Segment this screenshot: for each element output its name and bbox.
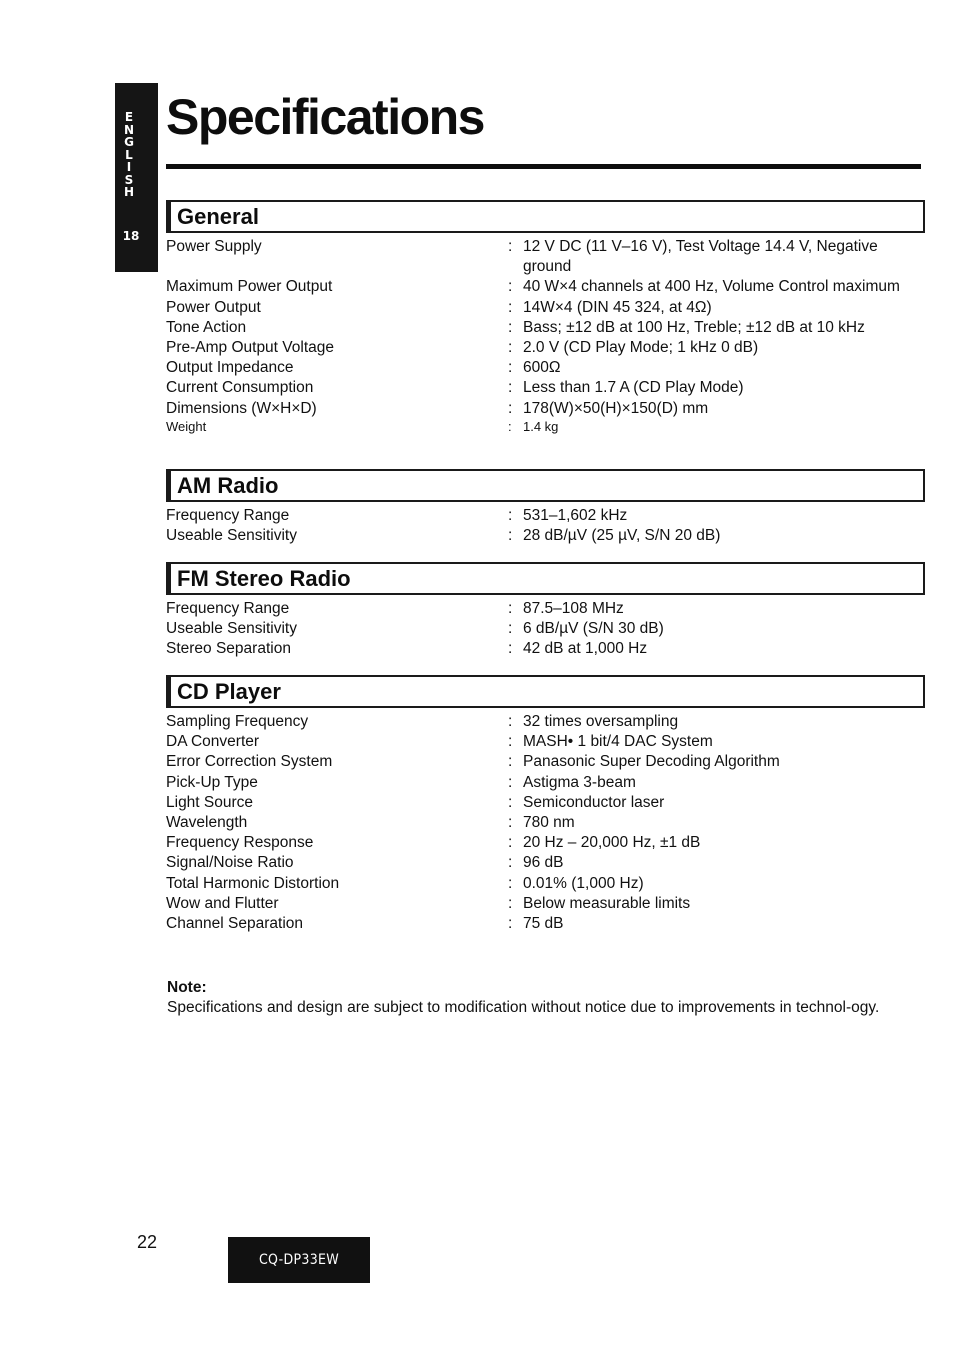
spec-colon: : xyxy=(508,399,513,417)
spec-label: Wavelength xyxy=(166,814,248,832)
spec-value-cell xyxy=(508,298,921,318)
spec-row xyxy=(166,894,921,914)
spec-value: 75 dB xyxy=(523,915,564,933)
spec-list-am-radio xyxy=(166,506,921,546)
spec-row xyxy=(166,833,921,853)
spec-row xyxy=(166,732,921,752)
spec-row xyxy=(166,318,921,338)
spec-row xyxy=(166,506,921,526)
spec-colon: : xyxy=(508,793,513,811)
spec-value-cell xyxy=(508,358,921,378)
model-number: CQ-DP33EW xyxy=(258,1252,340,1268)
spec-row xyxy=(166,358,921,378)
spec-value: 14W×4 (DIN 45 324, at 4Ω) xyxy=(523,298,712,316)
spec-colon: : xyxy=(508,620,513,638)
spec-label: DA Converter xyxy=(166,733,260,751)
spec-colon: : xyxy=(508,874,513,892)
spec-list-general xyxy=(166,237,921,434)
spec-row xyxy=(166,419,921,434)
spec-value: 600Ω xyxy=(523,359,561,377)
spec-value: 1.4 kg xyxy=(523,418,559,434)
spec-row xyxy=(166,874,921,894)
spec-value: 531–1,602 kHz xyxy=(523,507,628,524)
spec-label: Useable Sensitivity xyxy=(166,527,297,545)
spec-row xyxy=(166,914,921,934)
spec-label: Frequency Range xyxy=(166,507,290,524)
spec-value: 40 W×4 channels at 400 Hz, Volume Control maximum xyxy=(523,278,900,296)
spec-value-cell xyxy=(508,914,921,934)
spec-label: Sampling Frequency xyxy=(166,713,309,730)
language-side-tab xyxy=(115,83,158,272)
spec-row xyxy=(166,619,921,639)
spec-label: Stereo Separation xyxy=(166,640,291,658)
spec-colon: : xyxy=(508,238,513,255)
spec-colon: : xyxy=(508,298,513,316)
spec-colon: : xyxy=(508,278,513,296)
spec-value: 28 dB/µV (25 µV, S/N 20 dB) xyxy=(523,527,721,545)
spec-value-cell xyxy=(508,894,921,914)
spec-value-cell xyxy=(508,619,921,639)
page-number: 22 xyxy=(137,1232,158,1252)
spec-value-cell xyxy=(508,773,921,793)
spec-row xyxy=(166,773,921,793)
spec-label: Frequency Range xyxy=(166,600,290,617)
spec-value: 780 nm xyxy=(523,814,575,832)
spec-row xyxy=(166,526,921,546)
note-text: Specifications and design are subject to modification without notice due to improvements in technol-ogy. xyxy=(167,999,880,1016)
spec-value-cell xyxy=(508,338,921,358)
spec-colon: : xyxy=(508,753,513,771)
spec-colon: : xyxy=(508,600,513,617)
spec-colon: : xyxy=(508,359,513,377)
spec-label: Channel Separation xyxy=(166,915,304,933)
spec-row xyxy=(166,399,921,419)
section-header-cd-player xyxy=(166,675,925,708)
spec-value-cell xyxy=(508,639,921,659)
language-letter: E xyxy=(124,110,134,124)
spec-value: 42 dB at 1,000 Hz xyxy=(523,640,648,658)
spec-colon: : xyxy=(508,339,513,357)
spec-row xyxy=(166,813,921,833)
model-number-badge xyxy=(228,1237,370,1283)
spec-value-cell xyxy=(508,277,921,297)
spec-row xyxy=(166,378,921,398)
spec-value: 32 times oversampling xyxy=(523,713,679,730)
note-block xyxy=(167,978,927,1018)
spec-row xyxy=(166,752,921,772)
spec-label: Weight xyxy=(166,418,207,434)
title-rule xyxy=(166,164,921,169)
spec-colon: : xyxy=(508,814,513,832)
section-header-fm-stereo-radio xyxy=(166,562,925,595)
spec-value-cell xyxy=(508,732,921,752)
spec-row xyxy=(166,277,921,297)
spec-colon: : xyxy=(508,713,513,730)
spec-label: Wow and Flutter xyxy=(166,894,279,912)
spec-colon: : xyxy=(508,834,513,852)
spec-list-fm-stereo-radio xyxy=(166,599,921,660)
spec-value-cell xyxy=(508,874,921,894)
spec-colon: : xyxy=(508,915,513,933)
spec-label: Pick-Up Type xyxy=(166,773,258,791)
spec-colon: : xyxy=(508,418,512,434)
spec-value: 6 dB/µV (S/N 30 dB) xyxy=(523,620,664,638)
spec-row xyxy=(166,853,921,873)
spec-row xyxy=(166,599,921,619)
section-header-general xyxy=(166,200,925,233)
spec-label: Pre-Amp Output Voltage xyxy=(166,339,335,357)
spec-label: Maximum Power Output xyxy=(166,278,333,296)
section-title: AM Radio xyxy=(177,473,279,498)
spec-row xyxy=(166,712,921,732)
spec-value-cell xyxy=(508,752,921,772)
spec-value: MASH• 1 bit/4 DAC System xyxy=(523,733,713,751)
spec-list-cd-player xyxy=(166,712,921,934)
spec-label: Dimensions (W×H×D) xyxy=(166,399,317,417)
spec-value-cell xyxy=(508,793,921,813)
spec-value: Less than 1.7 A (CD Play Mode) xyxy=(523,379,744,397)
spec-value: 0.01% (1,000 Hz) xyxy=(523,874,644,892)
spec-value: Bass; ±12 dB at 100 Hz, Treble; ±12 dB at 10 kHz xyxy=(523,318,865,336)
spec-value: 87.5–108 MHz xyxy=(523,600,624,617)
spec-value-cell xyxy=(508,853,921,873)
spec-value-cell xyxy=(508,599,921,619)
spec-label: Power Output xyxy=(166,298,261,316)
spec-label: Total Harmonic Distortion xyxy=(166,874,340,892)
language-letter: L xyxy=(125,147,133,162)
spec-value-cell xyxy=(508,318,921,338)
spec-colon: : xyxy=(508,527,513,545)
spec-value-cell xyxy=(508,419,921,434)
language-letter: N xyxy=(123,122,135,137)
spec-value: 178(W)×50(H)×150(D) mm xyxy=(523,399,709,417)
spec-label: Frequency Response xyxy=(166,834,314,852)
spec-value-cell xyxy=(508,506,921,526)
spec-colon: : xyxy=(508,640,513,658)
spec-value: Semiconductor laser xyxy=(523,793,665,811)
spec-colon: : xyxy=(508,773,513,791)
spec-value: Astigma 3-beam xyxy=(523,773,636,791)
spec-value-cell xyxy=(508,833,921,853)
spec-value-cell xyxy=(508,399,921,419)
spec-value: 2.0 V (CD Play Mode; 1 kHz 0 dB) xyxy=(523,339,759,357)
section-title: General xyxy=(177,204,259,229)
spec-row xyxy=(166,793,921,813)
spec-label: Output Impedance xyxy=(166,359,294,377)
spec-value: 96 dB xyxy=(523,854,564,872)
page-title: Specifications xyxy=(166,89,484,145)
spec-row xyxy=(166,639,921,659)
spec-row xyxy=(166,237,921,277)
note-title: Note: xyxy=(167,979,207,996)
language-letters xyxy=(115,111,143,199)
spec-value-cell xyxy=(508,813,921,833)
language-letter: S xyxy=(124,172,134,187)
spec-colon: : xyxy=(508,894,513,912)
spec-label: Current Consumption xyxy=(166,379,314,397)
spec-colon: : xyxy=(508,733,513,751)
section-title: CD Player xyxy=(177,679,281,704)
spec-colon: : xyxy=(508,379,513,397)
language-letter: H xyxy=(123,185,135,199)
spec-value: 12 V DC (11 V–16 V), Test Voltage 14.4 V, Negative ground xyxy=(523,238,878,276)
language-letter: G xyxy=(124,135,134,149)
spec-colon: : xyxy=(508,854,513,872)
spec-colon: : xyxy=(508,318,513,336)
spec-label: Error Correction System xyxy=(166,753,333,771)
spec-label: Signal/Noise Ratio xyxy=(166,854,294,872)
spec-value-cell xyxy=(508,237,921,277)
spec-value: Panasonic Super Decoding Algorithm xyxy=(523,753,780,771)
spec-row xyxy=(166,338,921,358)
spec-value: 20 Hz – 20,000 Hz, ±1 dB xyxy=(523,834,701,852)
section-page-number: 18 xyxy=(122,229,140,243)
spec-value-cell xyxy=(508,526,921,546)
spec-label: Useable Sensitivity xyxy=(166,620,297,638)
spec-value-cell xyxy=(508,378,921,398)
spec-row xyxy=(166,298,921,318)
spec-label: Power Supply xyxy=(166,238,262,255)
section-title: FM Stereo Radio xyxy=(177,566,351,591)
spec-label: Tone Action xyxy=(166,318,247,336)
spec-colon: : xyxy=(508,507,513,524)
spec-value: Below measurable limits xyxy=(523,894,691,912)
spec-label: Light Source xyxy=(166,793,254,811)
spec-value-cell xyxy=(508,712,921,732)
section-header-am-radio xyxy=(166,469,925,502)
language-letter: I xyxy=(126,160,132,174)
